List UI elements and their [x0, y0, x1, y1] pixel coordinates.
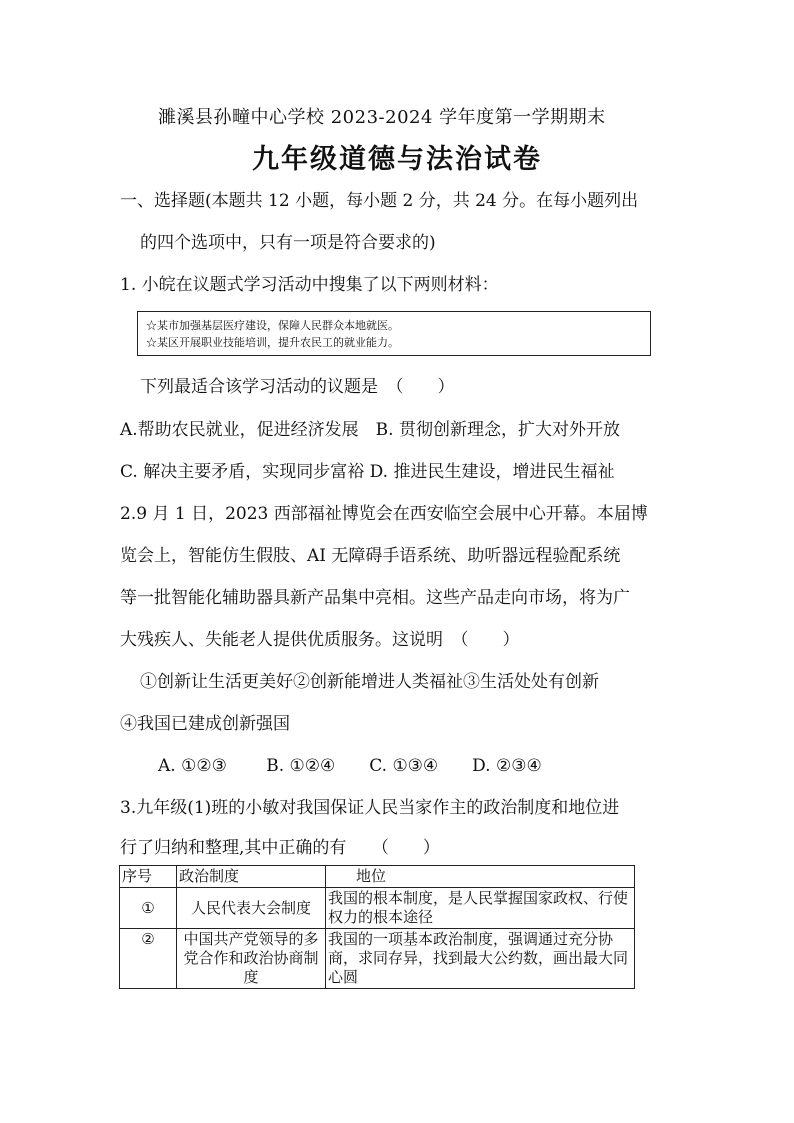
cell-system: 中国共产党领导的多党合作和政治协商制度 — [177, 929, 326, 989]
question-2-line-4: 大残疾人、失能老人提供优质服务。这说明 （ ） — [120, 630, 520, 650]
question-2-line-2: 览会上，智能仿生假肢、AI 无障碍手语系统、助听器远程验配系统 — [120, 546, 621, 566]
material-item-1: ☆某市加强基层医疗建设，保障人民群众本地就医。 — [146, 319, 399, 332]
question-1-options-ab: A.帮助农民就业，促进经济发展 B. 贯彻创新理念，扩大对外开放 — [120, 420, 620, 440]
table-row — [120, 929, 635, 989]
exam-title: 九年级道德与法治试卷 — [252, 144, 542, 175]
cell-number: ① — [120, 888, 177, 929]
question-2-options: A. ①②③ B. ①②④ C. ①③④ D. ②③④ — [158, 756, 542, 776]
cell-status: 我国的根本制度，是人民掌握国家政权、行使权力的根本途径 — [326, 888, 635, 929]
question-1-prompt: 下列最适合该学习活动的议题是 （ ） — [140, 377, 455, 397]
question-2-line-1: 2.9 月 1 日，2023 西部福祉博览会在西安临空会展中心开幕。本届博 — [120, 504, 648, 524]
question-2-statements-line2: ④我国已建成创新强国 — [120, 714, 290, 734]
table-row — [120, 888, 635, 929]
section-heading-line1: 一、选择题(本题共 12 小题，每小题 2 分，共 24 分。在每小题列出 — [120, 191, 639, 211]
question-1-material-box — [137, 311, 651, 356]
material-item-2: ☆某区开展职业技能培训，提升农民工的就业能力。 — [146, 336, 399, 349]
cell-number: ② — [120, 929, 177, 989]
school-name-line: 濉溪县孙疃中心学校 2023-2024 学年度第一学期期末 — [158, 107, 606, 128]
question-2-line-3: 等一批智能化辅助器具新产品集中亮相。这些产品走向市场，将为广 — [120, 588, 630, 608]
header-system: 政治制度 — [177, 866, 326, 888]
question-2-statements-line1: ①创新让生活更美好②创新能增进人类福祉③生活处处有创新 — [140, 672, 599, 692]
question-1-stem: 1. 小皖在议题式学习活动中搜集了以下两则材料： — [120, 275, 499, 295]
header-status: 地位 — [326, 866, 635, 888]
cell-system: 人民代表大会制度 — [177, 888, 326, 929]
question-3-line-1: 3.九年级(1)班的小敏对我国保证人民当家作主的政治制度和地位进 — [120, 798, 620, 818]
cell-status: 我国的一项基本政治制度，强调通过充分协商，求同存异，找到最大公约数，画出最大同心圆 — [326, 929, 635, 989]
header-number: 序号 — [120, 866, 177, 888]
table-header-row — [120, 866, 635, 888]
question-1-options-cd: C. 解决主要矛盾，实现同步富裕 D. 推进民生建设，增进民生福祉 — [120, 462, 615, 482]
political-system-table — [119, 865, 635, 989]
question-3-line-2: 行了归纳和整理,其中正确的有 （ ） — [120, 838, 440, 858]
section-heading-line2: 的四个选项中，只有一项是符合要求的) — [140, 233, 436, 253]
